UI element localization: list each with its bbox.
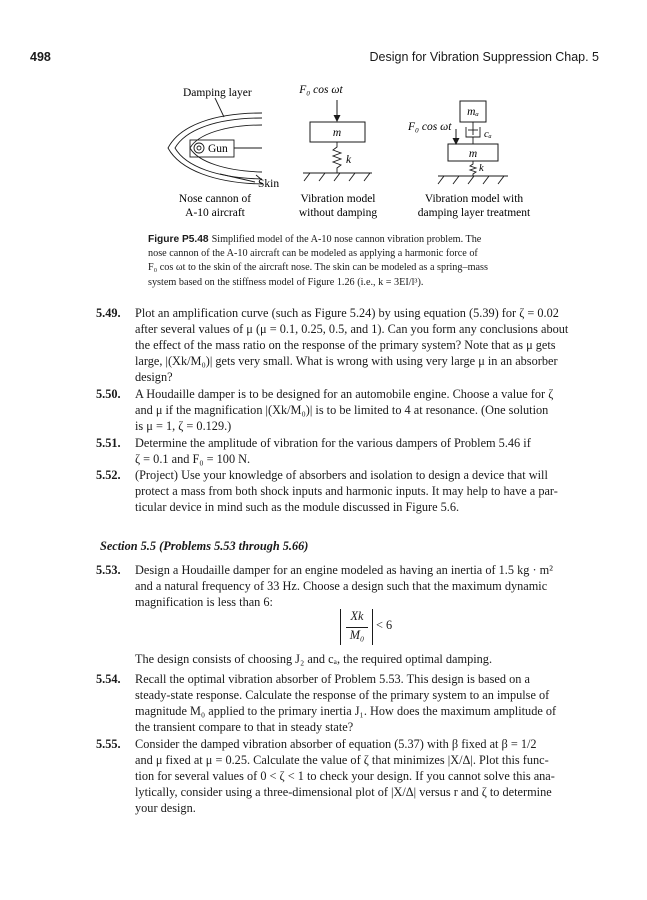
damper-label: cₐ bbox=[484, 129, 492, 140]
left-caption-line2: A-10 aircraft bbox=[185, 207, 245, 219]
problem-line: and μ fixed at μ = 0.25. Calculate the value of ζ that minimizes |X/Δ|. Plot this func- bbox=[135, 753, 549, 767]
problem-line: is μ = 1, ζ = 0.129.) bbox=[135, 419, 232, 433]
spring-label: k bbox=[346, 154, 352, 166]
problem-5-54 bbox=[96, 671, 600, 735]
problem-5-53 bbox=[96, 562, 600, 610]
figure-p5-48 bbox=[0, 72, 647, 232]
problem-line: Recall the optimal vibration absorber of Problem 5.53. This design is based on a bbox=[135, 672, 530, 686]
caption-line: system based on the stiffness model of Figure 1.26 (i.e., k = 3EI/l³). bbox=[148, 276, 424, 288]
section-heading: Section 5.5 (Problems 5.53 through 5.66) bbox=[100, 539, 309, 553]
problem-line: the transient compare to that in steady state? bbox=[135, 720, 354, 734]
middle-caption-line1: Vibration model bbox=[300, 193, 376, 205]
problem-5-50 bbox=[96, 386, 600, 434]
equation-numerator: Xk bbox=[350, 609, 364, 623]
spring-icon-right bbox=[470, 161, 476, 176]
caption-line: F₀ cos ωt to the skin of the aircraft nose. The skin can be modeled as a spring–mass bbox=[148, 262, 488, 274]
problem-line: Plot an amplification curve (such as Figure 5.24) by using equation (5.39) for ζ = 0.02 bbox=[135, 306, 559, 320]
force-arrow-icon bbox=[334, 100, 341, 122]
problem-number: 5.50. bbox=[96, 387, 121, 401]
page-number: 498 bbox=[30, 50, 51, 64]
figure-caption bbox=[148, 233, 548, 290]
problem-line: your design. bbox=[135, 801, 196, 815]
problem-line: A Houdaille damper is to be designed for an automobile engine. Choose a value for ζ bbox=[135, 387, 554, 401]
skin-label: Skin bbox=[258, 178, 280, 190]
problem-line: the effect of the mass ratio on the response of the primary system? Note that as μ gets bbox=[135, 338, 556, 352]
equation-relation: < 6 bbox=[376, 618, 393, 632]
problem-number: 5.52. bbox=[96, 468, 121, 482]
spring-label-right: k bbox=[479, 163, 484, 174]
problem-line: magnitude M₀ applied to the primary inertia J₁. How does the maximum amplitude of bbox=[135, 704, 557, 718]
equation-denominator: M₀ bbox=[349, 628, 365, 642]
absorber-mass-label: mₐ bbox=[467, 106, 479, 118]
problem-5-55 bbox=[96, 736, 600, 816]
problem-line: The design consists of choosing J₂ and cₐ, the required optimal damping. bbox=[135, 652, 493, 666]
right-caption-line1: Vibration model with bbox=[424, 193, 524, 205]
caption-line: Simplified model of the A-10 nose cannon vibration problem. The bbox=[211, 234, 482, 245]
primary-mass-label: m bbox=[468, 148, 478, 160]
problem-line: magnification is less than 6: bbox=[135, 595, 273, 609]
problem-line: ζ = 0.1 and F₀ = 100 N. bbox=[135, 452, 251, 466]
problem-number: 5.51. bbox=[96, 436, 121, 450]
left-caption-line1: Nose cannon of bbox=[178, 193, 252, 205]
caption-line: nose cannon of the A-10 aircraft can be modeled as applying a harmonic force of bbox=[148, 248, 478, 260]
problem-line: ticular device in mind such as the module discussed in Figure 5.6. bbox=[135, 500, 460, 514]
problem-line: protect a mass from both shock inputs and harmonic inputs. It may help to have a par- bbox=[135, 484, 558, 498]
problem-line: steady-state response. Calculate the response of the primary system to an impulse of bbox=[135, 688, 550, 702]
problem-number: 5.55. bbox=[96, 737, 121, 751]
problem-line: Consider the damped vibration absorber of equation (5.37) with β fixed at β = 1/2 bbox=[135, 737, 537, 751]
problem-5-49 bbox=[96, 305, 600, 385]
problem-line: (Project) Use your knowledge of absorbers and isolation to design a device that will bbox=[135, 468, 548, 482]
damping-layer-label: Damping layer bbox=[183, 87, 252, 99]
chapter-label: Chap. 5 bbox=[555, 50, 599, 64]
problem-line: tion for several values of 0 < ζ < 1 to check your design. If you cannot solve this ana- bbox=[135, 769, 555, 783]
problem-number: 5.53. bbox=[96, 563, 121, 577]
problem-number: 5.49. bbox=[96, 306, 121, 320]
problem-line: after several values of μ (μ = 0.1, 0.25, 0.5, and 1). Can you form any conclusions about bbox=[135, 322, 569, 336]
dashpot-icon bbox=[466, 122, 480, 144]
mass-label: m bbox=[332, 127, 342, 139]
ground-hatch bbox=[303, 173, 372, 181]
force-arrow-icon-right bbox=[453, 129, 460, 145]
right-caption-line2: damping layer treatment bbox=[417, 207, 531, 219]
problem-line: Design a Houdaille damper for an engine modeled as having an inertia of 1.5 kg · m² bbox=[135, 563, 553, 577]
problem-line: lytically, consider using a three-dimensional plot of |X/Δ| versus r and ζ to determine bbox=[135, 785, 552, 799]
gun-label: Gun bbox=[208, 143, 228, 155]
running-title: Design for Vibration Suppression bbox=[369, 50, 552, 64]
problem-line: and μ if the magnification |(Xk/M₀)| is to be limited to 4 at resonance. (One solution bbox=[135, 403, 549, 417]
figure-caption-label: Figure P5.48 bbox=[148, 234, 209, 245]
ground-hatch-right bbox=[438, 176, 508, 184]
problem-number: 5.54. bbox=[96, 672, 121, 686]
problem-line: design? bbox=[135, 370, 173, 384]
problem-5-51 bbox=[96, 435, 600, 467]
page-header bbox=[0, 50, 647, 66]
problem-5-52 bbox=[96, 467, 600, 515]
middle-force-label: F₀ cos ωt bbox=[299, 84, 343, 96]
right-force-label: F₀ cos ωt bbox=[408, 121, 452, 133]
problem-line: large, |(Xk/M₀)| gets very small. What is wrong with using very large μ in an absorber bbox=[135, 354, 558, 368]
problem-5-53-continued bbox=[100, 651, 600, 667]
middle-caption-line2: without damping bbox=[298, 207, 378, 219]
nose-cannon-sketch bbox=[168, 98, 262, 184]
problem-line: Determine the amplitude of vibration for the various dampers of Problem 5.46 if bbox=[135, 436, 531, 450]
problem-line: and a natural frequency of 33 Hz. Choose a design such that the maximum dynamic bbox=[135, 579, 548, 593]
spring-icon bbox=[333, 142, 341, 173]
